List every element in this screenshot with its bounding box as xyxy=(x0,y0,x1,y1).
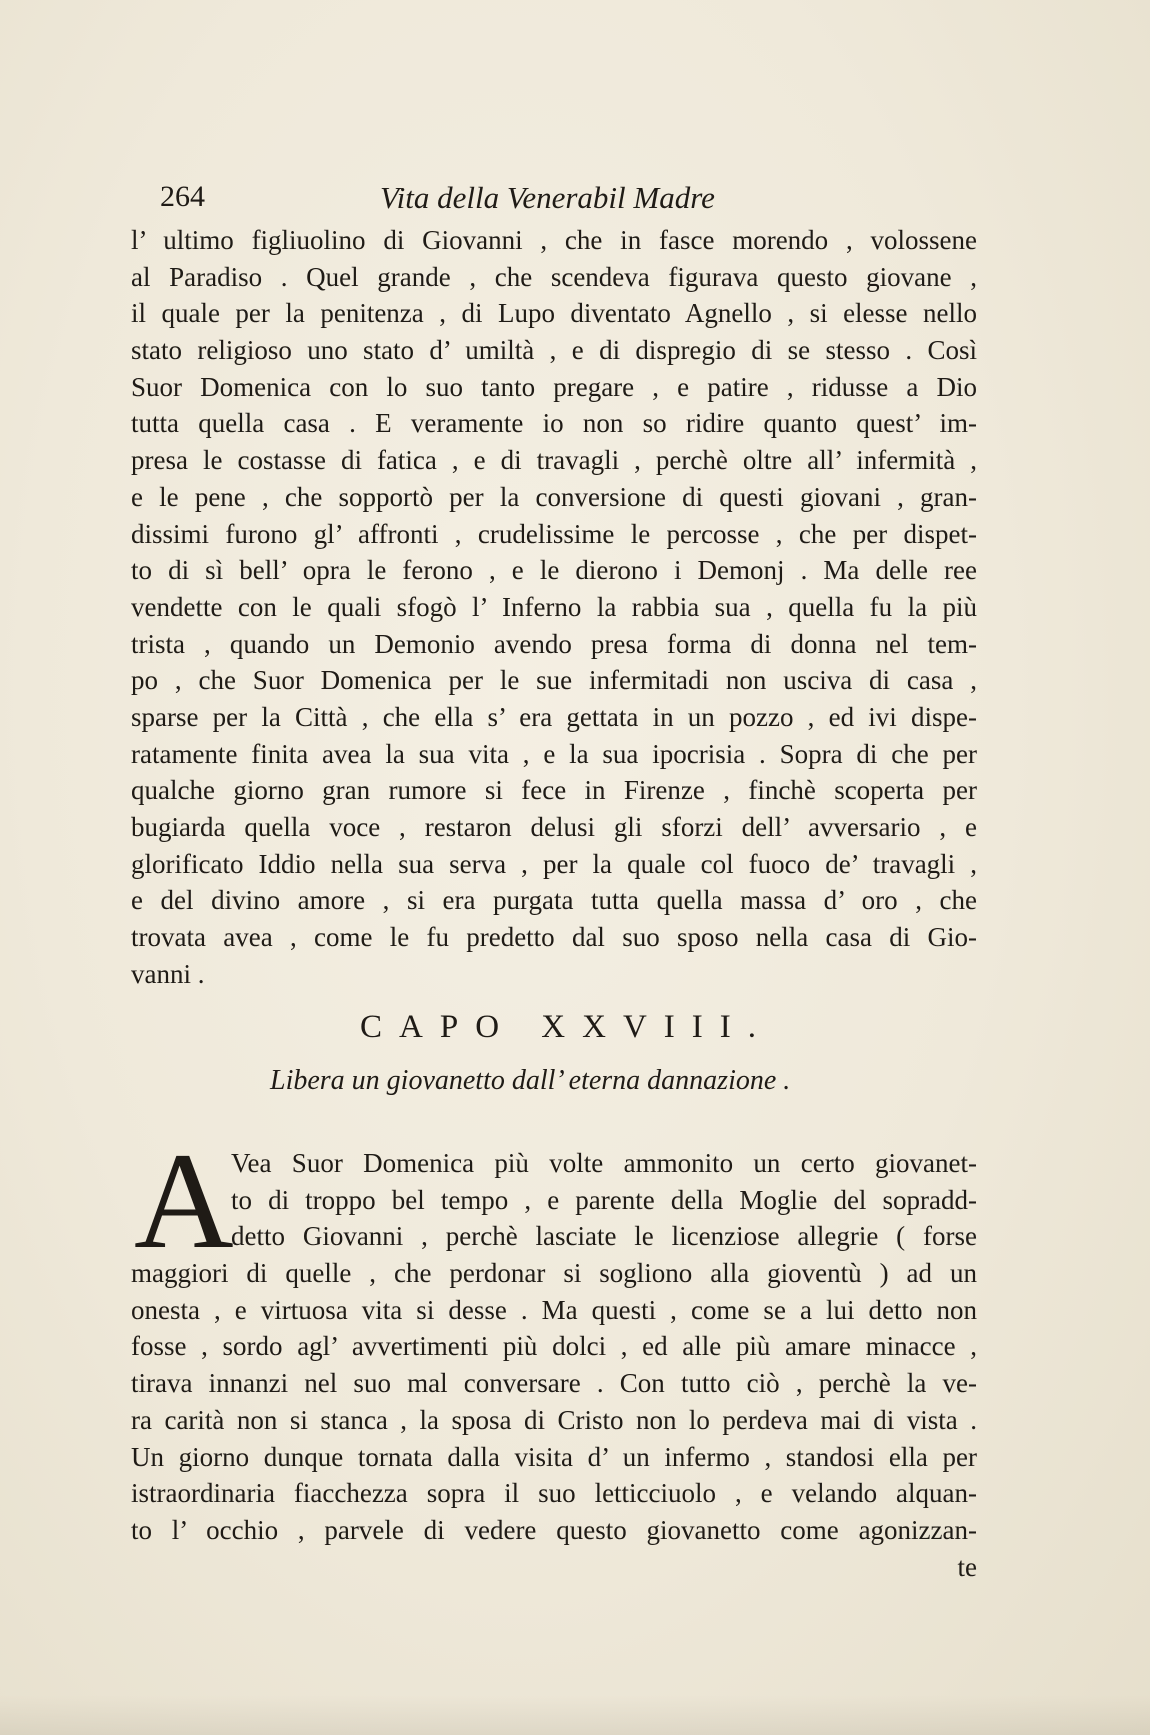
text-line: Vea Suor Domenica più volte ammonito un certo giovanet- xyxy=(231,1148,977,1178)
paragraph-1 xyxy=(131,222,977,992)
text-line: al Paradiso . Quel grande , che scendeva figurava questo giovane , xyxy=(131,261,977,292)
chapter-subtitle: Libera un giovanetto dall’ eterna dannazione . xyxy=(270,1065,791,1096)
text-line: Suor Domenica con lo suo tanto pregare , e patire , ridusse a Dio xyxy=(131,371,977,402)
running-title: Vita della Venerabil Madre xyxy=(380,180,715,215)
page-header xyxy=(160,180,960,226)
paragraph-2 xyxy=(131,1124,977,1585)
text-line: fosse , sordo agl’ avvertimenti più dolci , ed alle più amare minacce , xyxy=(131,1331,977,1362)
text-line: trovata avea , come le fu predetto dal suo sposo nella casa di Gio- xyxy=(131,922,977,953)
text-line: ra carità non si stanca , la sposa di Cristo non lo perdeva mai di vista . xyxy=(131,1404,977,1435)
text-line: to di troppo bel tempo , e parente della Moglie del sopradd- xyxy=(231,1184,977,1215)
text-line: vanni . xyxy=(131,958,205,989)
text-line: bugiarda quella voce , restaron delusi gli sforzi dell’ avversario , e xyxy=(131,812,977,842)
drop-cap: A xyxy=(134,1124,234,1277)
page-number: 264 xyxy=(160,180,205,213)
text-line: vendette con le quali sfogò l’ Inferno la rabbia sua , quella fu la più xyxy=(131,591,977,622)
text-line: maggiori di quelle , che perdonar si sogliono alla gioventù ) ad un xyxy=(131,1258,977,1289)
text-line: e del divino amore , si era purgata tutta quella massa d’ oro , che xyxy=(131,885,977,916)
text-line: po , che Suor Domenica per le sue infermitadi non usciva di casa , xyxy=(131,665,977,696)
text-line: sparse per la Città , che ella s’ era gettata in un pozzo , ed ivi dispe- xyxy=(131,701,977,732)
chapter-title: CAPO XXVIII. xyxy=(360,1009,773,1045)
text-line: e le pene , che sopportò per la conversione di questi giovani , gran- xyxy=(131,481,977,512)
text-line: trista , quando un Demonio avendo presa forma di donna nel tem- xyxy=(131,628,977,659)
text-line: l’ ultimo figliuolino di Giovanni , che in fasce morendo , volossene xyxy=(131,225,977,255)
text-line: tutta quella casa . E veramente io non so ridire quanto quest’ im- xyxy=(131,408,977,439)
text-line: detto Giovanni , perchè lasciate le licenziose allegrie ( forse xyxy=(231,1221,977,1252)
catchword: te xyxy=(957,1551,977,1582)
text-line: Un giorno dunque tornata dalla visita d’ un infermo , standosi ella per xyxy=(131,1441,977,1472)
text-line: ratamente finita avea la sua vita , e la sua ipocrisia . Sopra di che per xyxy=(131,738,977,769)
text-line: istraordinaria fiacchezza sopra il suo letticciuolo , e velando alquan- xyxy=(131,1478,977,1509)
text-line: qualche giorno gran rumore si fece in Firenze , finchè scoperta per xyxy=(131,775,977,806)
text-line: glorificato Iddio nella sua serva , per la quale col fuoco de’ travagli , xyxy=(131,848,977,879)
text-line: presa le costasse di fatica , e di travagli , perchè oltre all’ infermità , xyxy=(131,445,977,476)
text-line: stato religioso uno stato d’ umiltà , e di dispregio di se stesso . Così xyxy=(131,335,977,366)
text-line: tirava innanzi nel suo mal conversare . Con tutto ciò , perchè la ve- xyxy=(131,1368,977,1399)
text-line: dissimi furono gl’ affronti , crudelissime le percosse , che per dispet- xyxy=(131,518,977,549)
text-line: to di sì bell’ opra le ferono , e le dierono i Demonj . Ma delle ree xyxy=(131,555,977,586)
text-line: il quale per la penitenza , di Lupo diventato Agnello , si elesse nello xyxy=(131,298,977,329)
text-line: onesta , e virtuosa vita si desse . Ma questi , come se a lui detto non xyxy=(131,1294,977,1325)
text-line: to l’ occhio , parvele di vedere questo giovanetto come agonizzan- xyxy=(131,1514,977,1545)
